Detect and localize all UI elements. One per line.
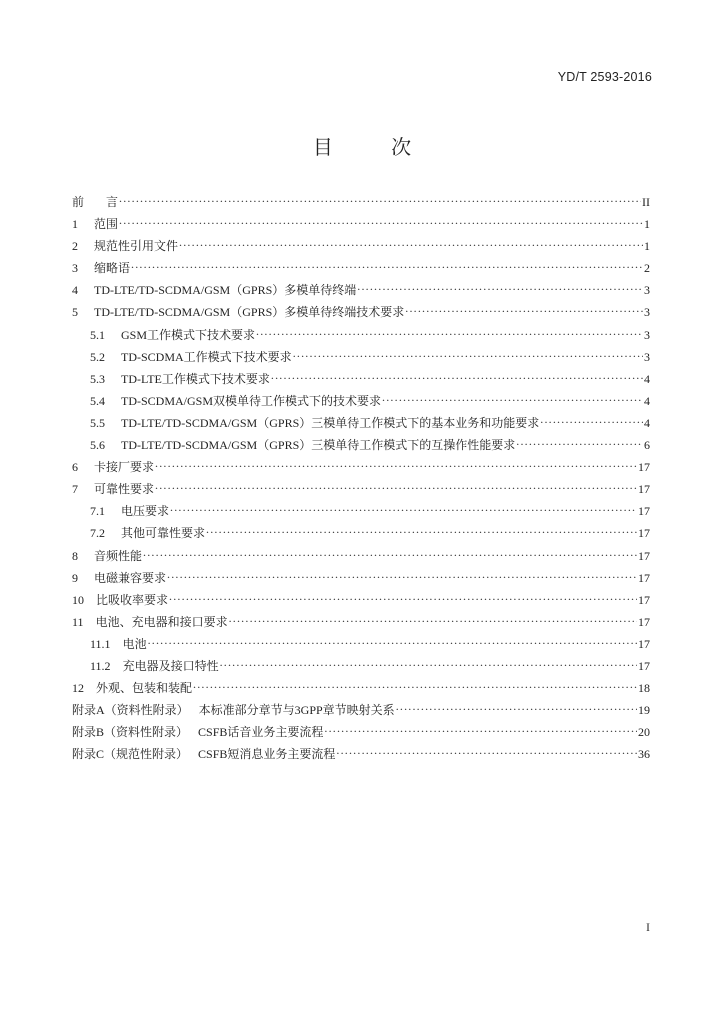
- toc-entry[interactable]: [72, 237, 650, 259]
- toc-entry-title: TD-SCDMA/GSM双模单待工作模式下的技术要求: [121, 393, 382, 408]
- toc-leader-dots: [229, 614, 637, 626]
- toc-entry-title: TD-SCDMA工作模式下技术要求: [121, 349, 292, 364]
- toc-leader-dots: [293, 349, 643, 361]
- toc-entry[interactable]: [72, 657, 650, 679]
- page-title: 目 次: [312, 135, 438, 159]
- toc-entry-page: 18: [638, 681, 650, 696]
- toc-entry[interactable]: [72, 547, 650, 569]
- toc-entry-number: 6: [72, 460, 78, 475]
- toc-entry-number: 11: [72, 614, 84, 629]
- toc-leader-dots: [396, 702, 637, 714]
- toc-entry-number: 4: [72, 283, 78, 298]
- toc-leader-dots: [336, 746, 637, 758]
- toc-entry-number: 5.4: [90, 393, 105, 408]
- toc-entry-title: 本标准部分章节与3GPP章节映射关系: [198, 703, 395, 718]
- toc-entry-page: 17: [638, 614, 650, 629]
- toc-entry-title: 电磁兼容要求: [94, 570, 167, 585]
- toc-entry-number: 前: [72, 195, 85, 209]
- toc-entry[interactable]: [72, 480, 650, 502]
- toc-leader-dots: [271, 371, 643, 383]
- toc-leader-dots: [193, 680, 637, 692]
- toc-entry-number: 7: [72, 482, 78, 497]
- toc-entry-title: 言: [106, 195, 119, 209]
- toc-entry-number: 附录A（资料性附录）: [72, 703, 189, 718]
- toc-entry[interactable]: [72, 723, 650, 745]
- toc-leader-dots: [179, 238, 643, 250]
- toc-entry-number: 1: [72, 217, 78, 232]
- toc-entry-number: 8: [72, 548, 78, 563]
- toc-entry[interactable]: [72, 591, 650, 613]
- toc-entry-page: 17: [638, 526, 650, 541]
- toc-leader-dots: [516, 437, 643, 449]
- toc-entry-page: 4: [644, 415, 650, 430]
- toc-entry-page: 3: [644, 349, 650, 364]
- document-code: YD/T 2593-2016: [557, 70, 652, 84]
- toc-entry-page: 3: [644, 305, 650, 320]
- toc-entry-page: 3: [644, 327, 650, 342]
- toc-leader-dots: [131, 260, 643, 272]
- toc-entry-page: 4: [644, 393, 650, 408]
- toc-entry-number: 5.6: [90, 438, 105, 453]
- toc-entry-title: 其他可靠性要求: [121, 526, 206, 541]
- toc-entry-number: 2: [72, 239, 78, 254]
- toc-leader-dots: [382, 393, 643, 405]
- toc-entry[interactable]: [72, 613, 650, 635]
- toc-entry-number: 附录B（资料性附录）: [72, 725, 189, 740]
- toc-entry-title: TD-LTE/TD-SCDMA/GSM（GPRS）三模单待工作模式下的基本业务和功能要求: [121, 415, 540, 430]
- toc-entry-title: CSFB话音业务主要流程: [198, 725, 324, 740]
- toc-leader-dots: [256, 327, 643, 339]
- toc-leader-dots: [143, 548, 637, 560]
- toc-entry[interactable]: [72, 679, 650, 701]
- toc-entry-title: CSFB短消息业务主要流程: [198, 747, 336, 762]
- toc-entry[interactable]: [72, 281, 650, 303]
- toc-leader-dots: [119, 216, 643, 228]
- toc-entry-page: 17: [638, 570, 650, 585]
- toc-leader-dots: [357, 282, 643, 294]
- toc-leader-dots: [119, 194, 641, 206]
- page-number: I: [646, 920, 650, 934]
- toc-entry[interactable]: [72, 701, 650, 723]
- toc-leader-dots: [148, 636, 637, 648]
- table-of-contents: [72, 193, 650, 767]
- toc-entry[interactable]: [72, 635, 650, 657]
- toc-entry[interactable]: [72, 502, 650, 524]
- toc-entry-title: 电压要求: [121, 504, 170, 519]
- toc-entry[interactable]: [72, 392, 650, 414]
- toc-entry-title: 比吸收率要求: [96, 592, 169, 607]
- toc-entry-page: 20: [638, 725, 650, 740]
- toc-entry-number: 附录C（规范性附录）: [72, 747, 189, 762]
- toc-entry-page: 17: [638, 658, 650, 673]
- toc-entry-title: 外观、包装和装配: [96, 681, 193, 696]
- toc-leader-dots: [155, 481, 637, 493]
- toc-entry-page: 17: [638, 636, 650, 651]
- toc-entry[interactable]: [72, 414, 650, 436]
- toc-entry-title: 缩略语: [94, 261, 131, 276]
- toc-entry-title: 充电器及接口特性: [122, 658, 219, 673]
- toc-entry[interactable]: [72, 745, 650, 767]
- toc-entry-page: 1: [644, 239, 650, 254]
- toc-entry[interactable]: [72, 370, 650, 392]
- toc-entry-title: TD-LTE工作模式下技术要求: [121, 371, 270, 386]
- toc-entry-title: TD-LTE/TD-SCDMA/GSM（GPRS）多模单待终端技术要求: [94, 305, 405, 320]
- toc-entry-page: 17: [638, 460, 650, 475]
- toc-entry-number: 10: [72, 592, 84, 607]
- toc-entry[interactable]: [72, 326, 650, 348]
- toc-entry[interactable]: [72, 193, 650, 215]
- toc-leader-dots: [220, 658, 637, 670]
- toc-entry-number: 5: [72, 305, 78, 320]
- toc-entry[interactable]: [72, 458, 650, 480]
- toc-entry-title: 可靠性要求: [94, 482, 155, 497]
- toc-entry-page: 2: [644, 261, 650, 276]
- toc-entry-page: 17: [638, 504, 650, 519]
- toc-entry-number: 11.2: [90, 658, 111, 673]
- toc-entry[interactable]: [72, 524, 650, 546]
- toc-entry[interactable]: [72, 348, 650, 370]
- toc-entry-page: 6: [644, 438, 650, 453]
- toc-entry-page: 36: [638, 747, 650, 762]
- toc-entry-number: 7.1: [90, 504, 105, 519]
- toc-entry[interactable]: [72, 215, 650, 237]
- toc-entry-title: 电池: [122, 636, 147, 651]
- toc-leader-dots: [167, 570, 637, 582]
- toc-entry-number: 12: [72, 681, 84, 696]
- toc-entry-number: 3: [72, 261, 78, 276]
- toc-entry-page: 3: [644, 283, 650, 298]
- toc-entry-title: 范围: [94, 217, 119, 232]
- toc-entry-title: 规范性引用文件: [94, 239, 179, 254]
- toc-entry[interactable]: [72, 303, 650, 325]
- toc-entry-page: II: [642, 195, 650, 209]
- toc-leader-dots: [170, 503, 637, 515]
- toc-entry-number: 7.2: [90, 526, 105, 541]
- toc-leader-dots: [540, 415, 643, 427]
- toc-entry-page: 17: [638, 482, 650, 497]
- toc-entry-title: 电池、充电器和接口要求: [95, 614, 228, 629]
- toc-entry-page: 19: [638, 703, 650, 718]
- toc-entry-number: 5.1: [90, 327, 105, 342]
- toc-entry-page: 17: [638, 592, 650, 607]
- toc-entry[interactable]: [72, 436, 650, 458]
- toc-entry-title: GSM工作模式下技术要求: [121, 327, 256, 342]
- toc-leader-dots: [155, 459, 637, 471]
- toc-leader-dots: [169, 592, 637, 604]
- toc-entry-page: 4: [644, 371, 650, 386]
- toc-entry-page: 1: [644, 217, 650, 232]
- toc-entry-number: 5.5: [90, 415, 105, 430]
- toc-entry-title: TD-LTE/TD-SCDMA/GSM（GPRS）三模单待工作模式下的互操作性能要求: [121, 438, 516, 453]
- toc-entry-number: 5.2: [90, 349, 105, 364]
- toc-entry-number: 11.1: [90, 636, 111, 651]
- toc-leader-dots: [324, 724, 637, 736]
- toc-entry-title: 音频性能: [94, 548, 143, 563]
- toc-entry-number: 9: [72, 570, 78, 585]
- toc-entry[interactable]: [72, 569, 650, 591]
- toc-leader-dots: [405, 304, 643, 316]
- toc-entry-number: 5.3: [90, 371, 105, 386]
- toc-entry-page: 17: [638, 548, 650, 563]
- toc-entry[interactable]: [72, 259, 650, 281]
- toc-entry-title: 卡接厂要求: [94, 460, 155, 475]
- toc-leader-dots: [206, 525, 637, 537]
- toc-entry-title: TD-LTE/TD-SCDMA/GSM（GPRS）多模单待终端: [94, 283, 357, 298]
